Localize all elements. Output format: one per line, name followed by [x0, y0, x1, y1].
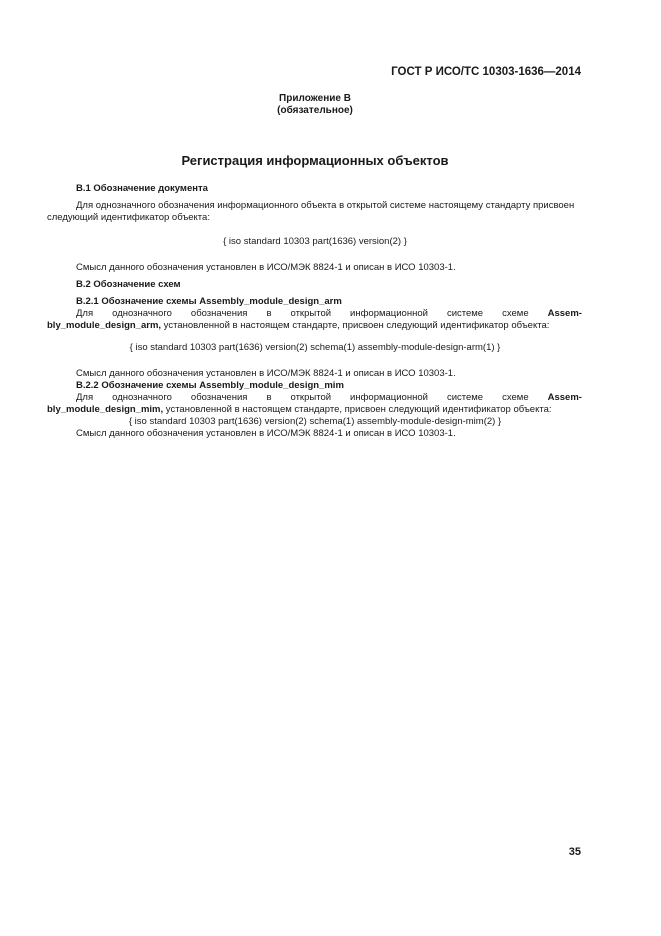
word: в: [266, 308, 272, 319]
word: однозначного: [112, 308, 172, 319]
page-title: Регистрация информационных объектов: [181, 153, 449, 168]
section-b21-line2: [47, 320, 549, 331]
section-b22-line2-text: установленной в настоящем стандарте, присвоен следующий идентификатор объекта:: [163, 404, 552, 415]
arm-schema-identifier: { iso standard 10303 part(1636) version(2) schema(1) assembly-module-design-arm(1) }: [129, 342, 501, 353]
schema-name: bly_module_design_mim,: [47, 404, 164, 415]
word: информационной: [350, 392, 428, 403]
word: в: [266, 392, 272, 403]
section-b22-note: Смысл данного обозначения установлен в ИСО/МЭК 8824-1 и описан в ИСО 10303-1.: [76, 428, 456, 439]
section-b21-heading: В.2.1 Обозначение схемы Assembly_module_design_arm: [76, 296, 342, 307]
document-identifier: { iso standard 10303 part(1636) version(2) }: [223, 236, 407, 247]
section-b21-note: Смысл данного обозначения установлен в ИСО/МЭК 8824-1 и описан в ИСО 10303-1.: [76, 368, 456, 379]
word: Для: [76, 392, 94, 403]
section-b22-heading: В.2.2 Обозначение схемы Assembly_module_design_mim: [76, 380, 344, 391]
word: схеме: [502, 308, 529, 319]
word: открытой: [290, 392, 332, 403]
word: Для: [76, 308, 94, 319]
section-b1-text: Для однозначного обозначения информационного объекта в открытой системе настоящему стандарту присвоен следующий идентификатор объекта:: [47, 200, 575, 223]
word: открытой: [290, 308, 332, 319]
word: обозначения: [190, 308, 248, 319]
section-b1-heading: В.1 Обозначение документа: [76, 183, 208, 194]
section-b21-line2-text: установленной в настоящем стандарте, присвоен следующий идентификатор объекта:: [161, 320, 550, 331]
word: информационной: [350, 308, 428, 319]
schema-name: bly_module_design_arm,: [47, 320, 162, 331]
mim-schema-identifier: { iso standard 10303 part(1636) version(2) schema(1) assembly-module-design-mim(2) }: [128, 416, 502, 427]
word: системе: [446, 308, 484, 319]
page-number: 35: [568, 846, 581, 858]
word: однозначного: [112, 392, 172, 403]
word: Assem-: [547, 392, 582, 403]
appendix-label: Приложение В: [279, 93, 351, 104]
word: схеме: [502, 392, 529, 403]
section-b1-paragraph: [47, 200, 582, 224]
section-b22-line1: [76, 392, 582, 403]
appendix-status: (обязательное): [277, 105, 353, 116]
section-b1-note: Смысл данного обозначения установлен в ИСО/МЭК 8824-1 и описан в ИСО 10303-1.: [76, 262, 456, 273]
section-b22-line2: [47, 404, 552, 415]
section-b2-heading: В.2 Обозначение схем: [76, 279, 181, 290]
word: системе: [446, 392, 484, 403]
word: Assem-: [547, 308, 582, 319]
section-b21-line1: [76, 308, 582, 319]
standard-designation: ГОСТ Р ИСО/ТС 10303-1636—2014: [391, 66, 581, 78]
word: обозначения: [190, 392, 248, 403]
